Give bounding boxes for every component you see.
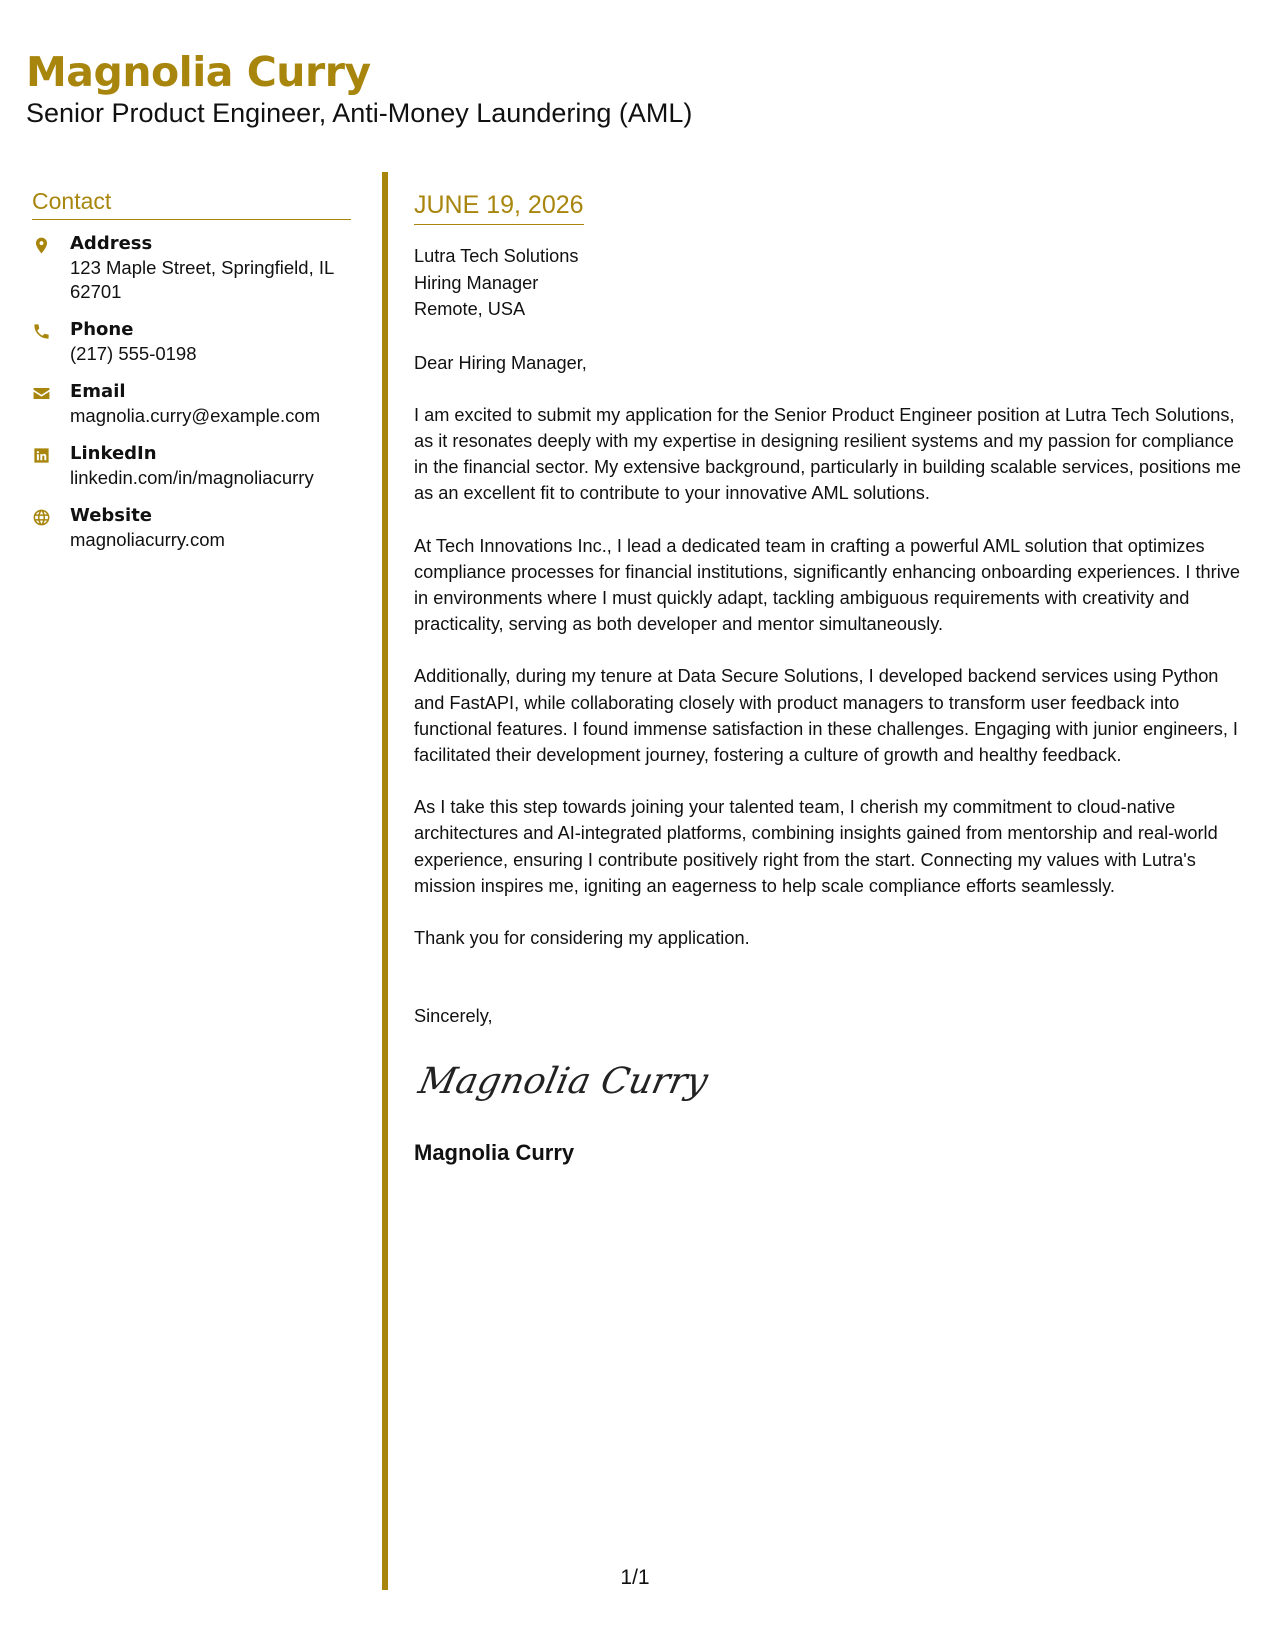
letter-paragraph: Additionally, during my tenure at Data Secure Solutions, I developed backend services using Python and FastAPI, while collaborating closely with product managers to transform user feedback into functional features. I found immense satisfaction in these challenges. Engaging with junior engineers, I facilitated their development journey, fostering a culture of growth and healthy feedback. bbox=[414, 666, 1238, 765]
contact-website bbox=[32, 504, 351, 552]
phone-icon bbox=[32, 318, 70, 343]
website-link[interactable]: magnoliacurry.com bbox=[70, 529, 225, 550]
letter-date-wrap bbox=[414, 190, 584, 225]
contact-value: (217) 555-0198 bbox=[70, 343, 197, 364]
contact-label: LinkedIn bbox=[70, 443, 157, 464]
contact-label: Address bbox=[70, 233, 153, 254]
letter-date: JUNE 19, 2026 bbox=[414, 191, 584, 219]
applicant-name: Magnolia Curry bbox=[26, 48, 371, 96]
salutation: Dear Hiring Manager, bbox=[414, 352, 587, 373]
letter-paragraph: Thank you for considering my application. bbox=[414, 927, 750, 948]
contact-phone bbox=[32, 318, 351, 366]
recipient-role: Hiring Manager bbox=[414, 272, 539, 293]
linkedin-icon bbox=[32, 442, 70, 467]
contact-address bbox=[32, 232, 351, 304]
page-number: 1/1 bbox=[620, 1566, 650, 1589]
envelope-icon bbox=[32, 380, 70, 405]
letter-body bbox=[414, 190, 1244, 1167]
contact-linkedin bbox=[32, 442, 351, 490]
email-link[interactable]: magnolia.curry@example.com bbox=[70, 405, 321, 426]
signature-image bbox=[414, 1051, 712, 1111]
linkedin-link[interactable]: linkedin.com/in/magnoliacurry bbox=[70, 467, 314, 488]
column-divider bbox=[382, 172, 388, 1590]
contact-label: Website bbox=[70, 505, 153, 526]
letter-paragraph: I am excited to submit my application for the Senior Product Engineer position at Lutra Tech Solutions, as it resonates deeply with my expertise in designing resilient systems and my passion for compliance in the financial sector. My extensive background, particularly in building scalable services, positions me as an excellent fit to contribute to your innovative AML solutions. bbox=[414, 404, 1241, 504]
page-header bbox=[26, 48, 692, 130]
letter-paragraph: At Tech Innovations Inc., I lead a dedicated team in crafting a powerful AML solution that optimizes compliance processes for financial institutions, significantly enhancing onboarding experiences. I thrive in environments where I must quickly adapt, tackling ambiguous requirements with creativity and practicality, serving as both developer and mentor simultaneously. bbox=[414, 535, 1240, 635]
globe-icon bbox=[32, 504, 70, 529]
contact-label: Phone bbox=[70, 319, 134, 340]
signature-text: Magnolia Curry bbox=[415, 1059, 712, 1103]
recipient-block bbox=[414, 243, 1244, 323]
closing: Sincerely, bbox=[414, 1006, 493, 1027]
map-pin-icon bbox=[32, 232, 70, 257]
contact-value: 123 Maple Street, Springfield, IL 62701 bbox=[70, 257, 334, 302]
signature bbox=[414, 1051, 1244, 1111]
applicant-title: Senior Product Engineer, Anti-Money Laundering (AML) bbox=[26, 98, 693, 128]
signed-name: Magnolia Curry bbox=[414, 1140, 575, 1166]
contact-label: Email bbox=[70, 381, 126, 402]
contact-section-title: Contact bbox=[32, 188, 351, 220]
recipient-location: Remote, USA bbox=[414, 299, 526, 319]
contact-email bbox=[32, 380, 351, 428]
recipient-company: Lutra Tech Solutions bbox=[414, 246, 579, 266]
contact-sidebar bbox=[32, 188, 351, 566]
letter-paragraph: As I take this step towards joining your talented team, I cherish my commitment to cloud-native architectures and AI-integrated platforms, combining insights gained from mentorship and real-world experience, ensuring I contribute positively right from the start. Connecting my values with Lutra's mission inspires me, igniting an eagerness to help scale compliance efforts seamlessly. bbox=[414, 797, 1218, 896]
